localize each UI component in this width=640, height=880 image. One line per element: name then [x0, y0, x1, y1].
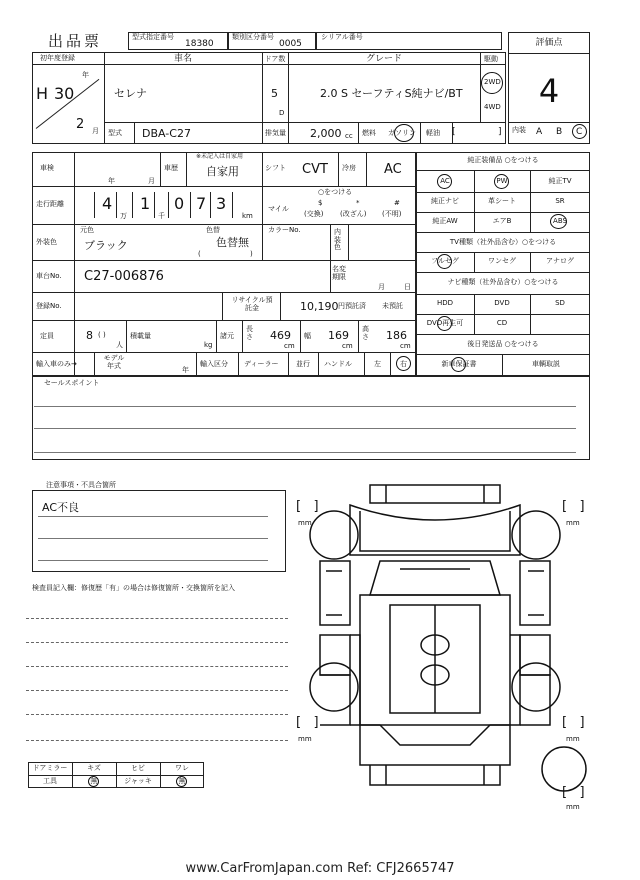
doors-label: ドア数: [264, 55, 286, 63]
chassis-value: C27-006876: [84, 269, 164, 284]
import-dealer: ディーラー: [244, 360, 279, 368]
fuel-light: 軽油: [426, 129, 440, 137]
mileage-digit-2: 1: [140, 194, 151, 213]
color-change-value: 色替無: [216, 236, 249, 249]
bracket-open: [: [452, 127, 456, 137]
recycle-value: 10,190: [300, 300, 339, 313]
tv-fullseg-circle: [437, 254, 452, 269]
nav-cd: CD: [496, 319, 508, 327]
nav-dvd: DVD: [494, 299, 510, 307]
model-year-label: モデル年式: [103, 354, 125, 370]
height-label: 高さ: [362, 325, 369, 341]
category-label: 類別区分番号: [232, 33, 274, 41]
later-title: 後日発送品 ○をつける: [467, 340, 539, 348]
color-no-label: カラーNo.: [268, 226, 301, 234]
ac-label: 冷房: [342, 164, 356, 172]
height-value: 186: [386, 329, 407, 342]
meter-label: マイル: [268, 205, 289, 213]
car-diagram: [290, 475, 590, 805]
color-paren-close: ): [250, 250, 253, 258]
footer-watermark: www.CarFromJapan.com Ref: CFJ2665747: [185, 861, 455, 876]
notes-title: 注意事項・不具合箇所: [46, 481, 116, 489]
tire-bracket-fl: [ ]: [296, 499, 319, 514]
history-value: 自家用: [206, 165, 239, 178]
handle-right: 右: [400, 360, 407, 368]
nav-sd: SD: [555, 299, 565, 307]
tire-bracket-fr: [ ]: [562, 499, 585, 514]
mileage-km: km: [242, 212, 253, 220]
capacity-label: 定員: [40, 332, 54, 340]
ac-value: AC: [384, 162, 402, 177]
later-warranty-circle: [451, 357, 466, 372]
score-value: 4: [538, 72, 560, 110]
acc-tools-circle: [88, 776, 99, 787]
insp-year: 年: [108, 177, 115, 185]
mileage-digit-5: 3: [216, 194, 227, 213]
term-label: 名変期限: [332, 265, 346, 281]
capacity-value: 8: [86, 329, 93, 342]
import-label: 輸入車のみ→: [36, 360, 77, 368]
mileage-digit-4: 7: [196, 194, 207, 213]
first-reg-year: 30: [54, 84, 75, 103]
model-value: DBA-C27: [142, 127, 191, 140]
category-box: [228, 32, 316, 50]
later-warranty: 新車保証書: [441, 360, 477, 368]
tv-title: TV種類（社外品含む）○をつける: [449, 238, 557, 246]
nav-title: ナビ種類（社外品含む）○をつける: [447, 278, 559, 286]
oem-pw: PW: [496, 177, 508, 185]
shift-label: シフト: [265, 164, 286, 172]
model-cert-box: [128, 32, 228, 50]
color-label: 外装色: [36, 238, 57, 246]
meter-note: ○をつける: [318, 188, 353, 196]
tire-mm-fr: mm: [566, 519, 580, 527]
tv-analog: アナログ: [546, 257, 574, 265]
meter-opt-dollar-label: (交換): [304, 210, 324, 218]
meter-opt-star: *: [356, 199, 360, 207]
disp-unit: cc: [345, 132, 353, 140]
acc-jack-value: 無: [178, 777, 186, 785]
nav-dvd-play-circle: [437, 316, 452, 331]
disp-value: 2,000: [310, 127, 342, 140]
term-day: 日: [404, 283, 411, 291]
meter-opt-hash-label: (不明): [382, 210, 402, 218]
dims-label: 諸元: [220, 332, 234, 340]
width-unit: cm: [342, 342, 353, 350]
model-cert-value: 18380: [185, 39, 214, 49]
meter-opt-star-label: (改ざん): [340, 210, 367, 218]
oem-abs-circle: [550, 214, 567, 229]
interior-label: 内装: [512, 126, 526, 134]
mileage-digit-1: 4: [102, 194, 113, 213]
import-parallel: 並行: [296, 360, 310, 368]
color-paren-open: (: [198, 250, 201, 258]
oem-aw: 純正AW: [432, 217, 458, 225]
handle-left: 左: [374, 360, 381, 368]
tire-bracket-spare: [ ]: [562, 785, 585, 800]
shift-value: CVT: [302, 162, 328, 177]
grade-label: グレード: [365, 54, 402, 64]
acc-tools-value: 無: [90, 777, 98, 785]
fuel-circle: [394, 124, 414, 142]
height-unit: cm: [400, 342, 411, 350]
sales-point-label: セールスポイント: [44, 379, 100, 387]
grade-value: 2.0 S セーフティS純ナビ/BT: [320, 87, 463, 100]
serial-label: シリアル番号: [321, 33, 363, 41]
width-label: 幅: [304, 332, 311, 340]
mileage-man: 万: [120, 212, 127, 220]
model-label: 型式: [108, 129, 122, 137]
oem-abs: ABS: [553, 217, 567, 225]
length-label: 長さ: [246, 325, 253, 341]
acc-crack: ヒビ: [131, 764, 145, 772]
later-manual: 車輌取説: [532, 360, 560, 368]
handle-label: ハンドル: [324, 360, 352, 368]
score-label: 評価点: [535, 38, 563, 48]
oem-navi: 純正ナビ: [431, 197, 459, 205]
interior-grade-b: B: [556, 127, 563, 137]
term-month: 月: [378, 283, 385, 291]
load-label: 積載量: [130, 332, 151, 340]
drive-label: 駆動: [484, 55, 498, 63]
vehicle-name: セレナ: [114, 87, 147, 100]
model-cert-label: 型式指定番号: [132, 33, 174, 41]
inspection-label: 車検: [40, 164, 54, 172]
sales-point-box: [32, 376, 590, 460]
notes-line1: AC不良: [42, 501, 80, 514]
acc-door-mirror: ドアミラー: [32, 764, 68, 772]
load-unit: kg: [204, 341, 213, 349]
color-value: ブラック: [84, 239, 128, 252]
bracket-close: ]: [498, 127, 502, 137]
length-value: 469: [270, 329, 291, 342]
recycle-label: リサイクル預託金: [231, 296, 273, 313]
tire-mm-fl: mm: [298, 519, 312, 527]
tire-bracket-rr: [ ]: [562, 715, 585, 730]
oem-pw-circle: [494, 174, 509, 189]
fuel-value: ガソリン: [388, 129, 416, 137]
nav-dvd-play: DVD再生可: [426, 319, 464, 327]
color-change-label: 色替: [206, 226, 220, 234]
orig-color-label: 元色: [80, 226, 94, 234]
import-type-label: 輸入区分: [200, 360, 228, 368]
tv-fullseg: フルセグ: [431, 257, 459, 265]
interior-grade-circle: [572, 124, 587, 139]
meter-opt-dollar: $: [318, 199, 323, 207]
interior-grade-a: A: [536, 127, 543, 137]
mileage-label: 走行距離: [36, 200, 64, 208]
tire-mm-rr: mm: [566, 735, 580, 743]
handle-right-circle: [396, 356, 411, 371]
category-value: 0005: [279, 39, 302, 49]
oem-tv: 純正TV: [548, 177, 572, 185]
oem-ac: AC: [440, 177, 450, 185]
disp-label: 排気量: [265, 129, 286, 137]
oem-sr: SR: [555, 197, 565, 205]
interior-color-label: 内装色: [334, 228, 341, 252]
chassis-label: 車台No.: [36, 272, 62, 280]
recycle-unit: 円預託済: [338, 302, 366, 310]
mileage-digit-3: 0: [174, 194, 185, 213]
history-label: 車歴: [164, 164, 178, 172]
month-unit: 月: [92, 127, 99, 135]
first-reg-era: H: [36, 84, 49, 103]
document-title: 出品票: [48, 32, 103, 50]
doors-sub: D: [279, 109, 285, 117]
first-reg-month: 2: [76, 117, 85, 132]
width-value: 169: [328, 329, 349, 342]
serial-box: [316, 32, 502, 50]
acc-jack: ジャッキ: [124, 777, 152, 785]
fuel-label: 燃料: [362, 129, 376, 137]
meter-opt-hash: #: [394, 199, 400, 207]
name-label: 車名: [173, 54, 192, 64]
tire-mm-spare: mm: [566, 803, 580, 811]
first-reg-label: 初年度登録: [40, 54, 75, 62]
nav-hdd: HDD: [436, 299, 454, 307]
year-unit: 年: [82, 71, 89, 79]
inspector-label: 検査員記入欄：修復歴「有」の場合は修復箇所・交換箇所を記入: [32, 584, 235, 592]
tire-bracket-rl: [ ]: [296, 715, 319, 730]
capacity-unit: 人: [116, 341, 123, 349]
mileage-sen: 千: [158, 212, 165, 220]
acc-break: ワレ: [175, 764, 189, 772]
capacity-paren: ( ): [98, 331, 106, 339]
drive-2wd: 2WD: [484, 78, 501, 86]
acc-tools: 工具: [43, 777, 57, 785]
tire-mm-rl: mm: [298, 735, 312, 743]
regno-label: 登録No.: [36, 302, 62, 310]
acc-scratch: キズ: [87, 764, 101, 772]
recycle-not: 未預託: [382, 302, 403, 310]
acc-jack-circle: [176, 776, 187, 787]
interior-grade-c: C: [576, 127, 583, 137]
insp-month: 月: [148, 177, 155, 185]
model-year-unit: 年: [182, 366, 189, 374]
drive-4wd: 4WD: [484, 103, 501, 111]
length-unit: cm: [284, 342, 295, 350]
oem-title: 純正装備品 ○をつける: [467, 156, 539, 164]
history-note: ※未記入は自家用: [196, 153, 244, 160]
doors-value: 5: [271, 87, 278, 100]
oem-ac-circle: [437, 174, 452, 189]
oem-airbag: エアB: [492, 217, 512, 225]
oem-leather: 革シート: [488, 197, 516, 205]
tv-oneseg: ワンセグ: [488, 257, 516, 265]
